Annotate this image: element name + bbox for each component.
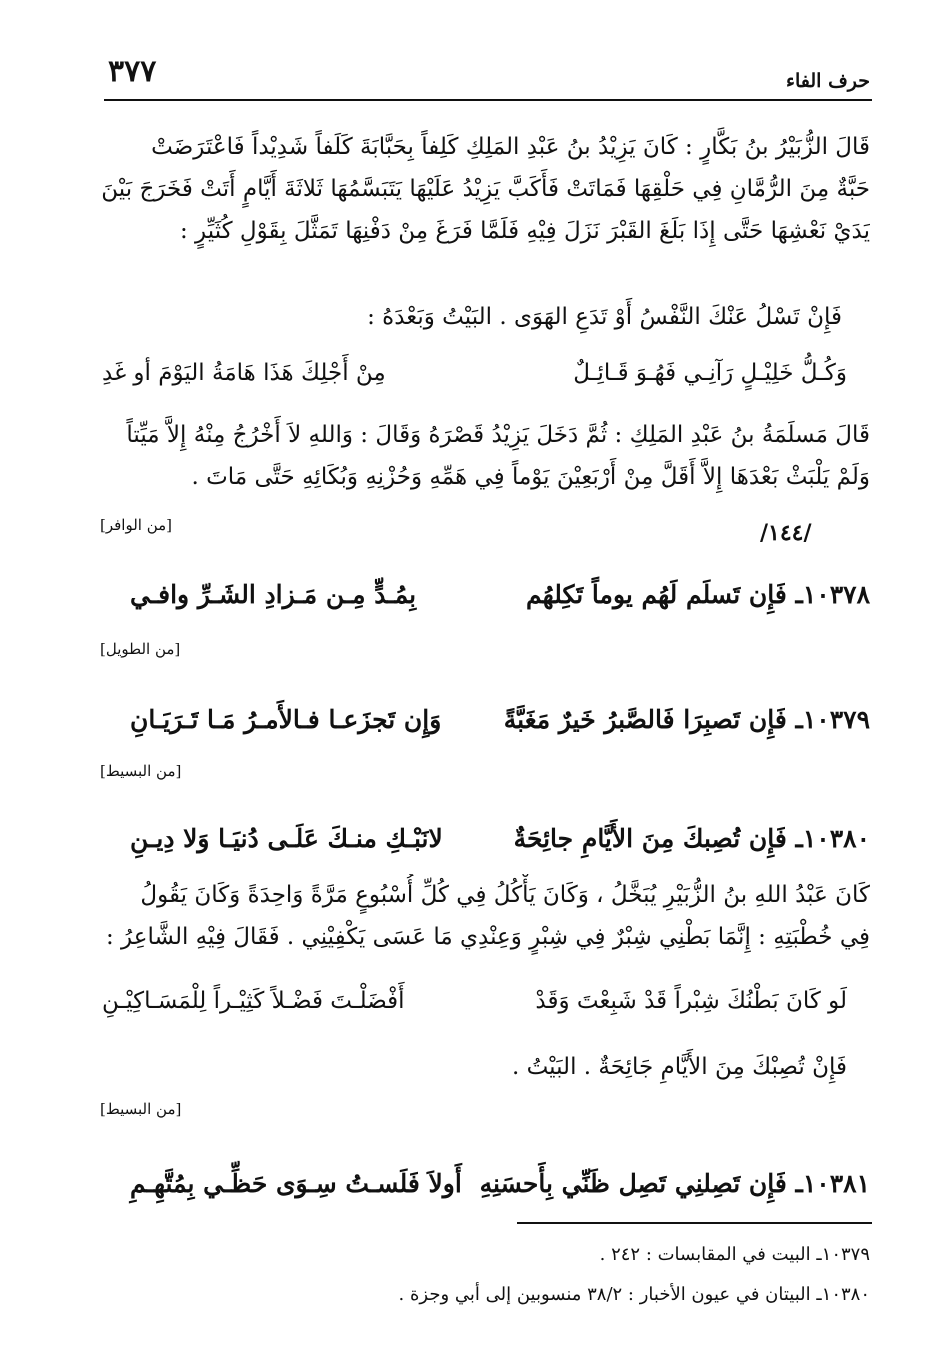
verse-text: فَإِن تَسلَم لَهُم يوماً تَكِلهُم xyxy=(526,580,787,609)
verse-first-hemistich xyxy=(526,572,870,618)
verse-number: ١٠٣٨١ـ xyxy=(795,1169,870,1198)
quoted-verse xyxy=(102,352,847,394)
meter-label: [من الوافر] xyxy=(100,516,173,534)
verse-10378 xyxy=(100,572,870,618)
verse-second-hemistich: بِمُـدٍّ مِـن مَـزادِ الشَـرِّ وافـي xyxy=(130,580,417,609)
running-head: حرف الفاء xyxy=(786,70,870,92)
verse-text: فَإِن تَصبِرَا فَالصَّبرُ خَيرٌ مَغَبَّةً xyxy=(503,705,787,734)
footnote: ١٠٣٨٠ـ البيتان في عيون الأخبار : ٣٨/٢ منسوبين إلى أبي وجزة . xyxy=(398,1284,870,1305)
verse-text: فَإِن تَصِلنِي تَصِل ظَنِّي بِأَحسَنِهِ xyxy=(479,1169,787,1198)
footnote: ١٠٣٧٩ـ البيت في المقابسات : ٢٤٢ . xyxy=(599,1244,870,1265)
verse-first-hemistich xyxy=(514,816,870,862)
prose-line: قَالَ مَسلَمَةُ بنُ عَبْدِ المَلِكِ : ثُمَّ دَخَلَ يَزِيْدُ قَصْرَهُ وَقَالَ : وَاللهِ لاَ أَخْرُجُ مِنْهُ إِلاَّ مَيِّتاً xyxy=(126,422,870,448)
verse-10380 xyxy=(100,816,870,862)
verse-10381 xyxy=(100,1161,870,1207)
header-rule xyxy=(104,99,872,101)
page-number: ٣٧٧ xyxy=(108,54,157,89)
prose-line: فِي خُطْبَتِهِ : إِنَّمَا بَطْنِي شِبْرٌ فِي شِبْرٍ وَعِنْدِي مَا عَسَى يَكْفِيْنِي . فَقَالَ فِيْهِ الشَّاعِرُ : xyxy=(105,924,870,950)
quote-line: فَإِنْ تُصِبْكَ مِنَ الأَيَّامِ جَائِحَةٌ . البَيْتُ . xyxy=(511,1054,847,1080)
footnote-rule xyxy=(517,1222,872,1224)
quoted-verse xyxy=(102,980,847,1022)
meter-label: [من الطويل] xyxy=(100,640,181,658)
verse-second-hemistich: وَإِن تَجزَعـا فـالأَمـرُ مَـا تَـرَيَـانِ xyxy=(130,705,442,734)
prose-line: كَانَ عَبْدُ اللهِ بنُ الزُّبَيْرِ يُبَخَّلُ ، وَكَانَ يَأْكُلُ فِي كُلِّ أُسْبُوعٍ مَرَّةً وَاحِدَةً وَكَانَ يَقُولُ xyxy=(140,882,870,908)
verse-second-hemistich: لانَبْـكِ منـكَ عَلَـى دُنيَـا وَلا دِيـنِ xyxy=(130,824,443,853)
prose-line: حَبَّةٌ مِنَ الرُّمَّانِ فِي حَلْقِهَا فَمَاتَتْ فَأَكَبَّ يَزِيْدُ عَلَيْهَا يَتَبَسَّمُهَا ثَلاثَةَ أَيَّامٍ أَتَتْ فَخَرَجَ بَيْنَ xyxy=(101,176,870,202)
prose-paragraph-1 xyxy=(100,126,870,252)
verse-second-hemistich: أَفْضَلْـتَ فَضْـلاً كَثِيْـراً لِلْمَسَـاكِيْـنِ xyxy=(102,988,405,1014)
verse-second-hemistich: مِنْ أَجْلِكَ هَذَا هَامَةُ اليَوْمَ أو غَدِ xyxy=(102,360,386,386)
verse-first-hemistich: لَو كَانَ بَطْنُكَ شِبْراً قَدْ شَبِعْتَ وَقَدْ xyxy=(535,988,847,1014)
prose-line: قَالَ الزُّبَيْرُ بنُ بَكَّارٍ : كَانَ يَزِيْدُ بنُ عَبْدِ المَلِكِ كَلِفاً بِحَبَّابَةَ كَلَفاً شَدِيْداً فَاعْتَرَضَتْ xyxy=(151,134,870,160)
verse-text: فَإِن تُصِبكَ مِنَ الأَيَّامِ جائِحَةٌ xyxy=(513,824,787,853)
verse-number: ١٠٣٧٩ـ xyxy=(795,705,870,734)
verse-second-hemistich: أَولاَ فَلَسـتُ سِـوَى حَظِّـي بِمُتَّهِـمِ xyxy=(130,1169,462,1198)
meter-label: [من البسيط] xyxy=(100,1100,182,1118)
prose-line: وَلَمْ يَلْبَثْ بَعْدَهَا إِلاَّ أَقَلَّ مِنْ أَرْبَعِيْنَ يَوْماً فِي هَمِّهِ وَحُزْنِهِ وَبُكَائِهِ حَتَّى مَاتَ . xyxy=(191,464,870,490)
verse-number: ١٠٣٨٠ـ xyxy=(795,824,870,853)
verse-first-hemistich xyxy=(480,1161,870,1207)
meter-label: [من البسيط] xyxy=(100,762,182,780)
verse-10379 xyxy=(100,697,870,743)
verse-first-hemistich xyxy=(504,697,870,743)
prose-paragraph-2 xyxy=(100,414,870,498)
source-page-ref: /١٤٤/ xyxy=(760,520,812,546)
quote-line: فَإِنْ تَسْلُ عَنْكَ النَّفْسُ أَوْ تَدَعِ الهَوَى . البَيْتُ وَبَعْدَهُ : xyxy=(367,304,842,330)
verse-number: ١٠٣٧٨ـ xyxy=(795,580,870,609)
verse-first-hemistich: وَكُـلُّ خَلِيْـلٍ رَآنِـي فَهُـوَ قَـائِـلٌ xyxy=(573,360,847,386)
prose-paragraph-3 xyxy=(100,874,870,958)
prose-line: يَدَيْ نَعْشِهَا حَتَّى إِذَا بَلَغَ القَبْرَ نَزَلَ فِيْهِ فَلَمَّا فَرَغَ مِنْ دَفْنِهَا تَمَثَّلَ بِقَوْلِ كُثَيِّرٍ : xyxy=(180,218,870,244)
